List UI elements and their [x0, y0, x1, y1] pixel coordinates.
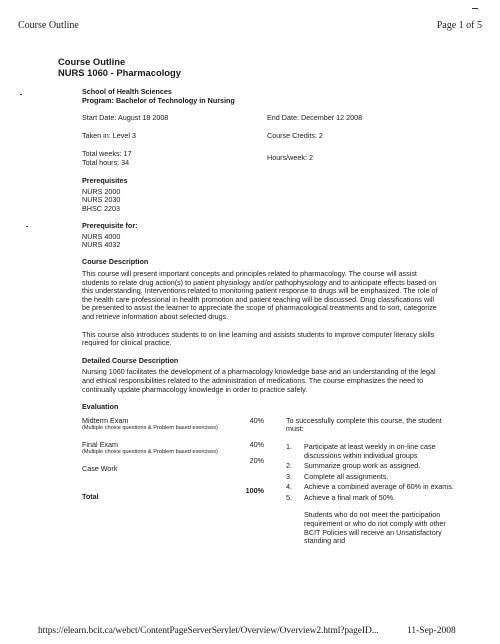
print-footer-url: https://elearn.bcit.ca/webct/ContentPageServerServlet/Overview/Overview2.html?pageID... [38, 626, 379, 636]
scan-mark [20, 94, 22, 95]
level-credits-row [82, 132, 438, 141]
requirement-number: 1. [286, 441, 292, 451]
completion-requirements [286, 417, 460, 546]
evaluation-total-row [82, 485, 267, 502]
evaluation-total-label: Total [82, 491, 99, 501]
print-header-page-number: Page 1 of 5 [436, 20, 482, 31]
course-code-title: NURS 1060 - Pharmacology [58, 67, 181, 78]
evaluation-item-percent: 40% [249, 439, 264, 449]
prerequisite-for-section [82, 222, 438, 249]
evaluation-table [82, 414, 454, 638]
prerequisite-item: NURS 2030 [82, 195, 121, 205]
requirement-item [286, 443, 460, 460]
detailed-description-heading: Detailed Course Description [82, 355, 179, 365]
requirement-item [286, 483, 460, 492]
total-hours: Total hours: 34 [82, 157, 130, 167]
evaluation-heading: Evaluation [82, 402, 119, 412]
total-weeks: Total weeks: 17 [82, 149, 132, 159]
evaluation-item-percent: 20% [249, 455, 264, 465]
evaluation-item-name: Final Exam [82, 439, 118, 449]
requirements-intro: To successfully complete this course, the student must: [286, 415, 442, 434]
prerequisite-item: NURS 2000 [82, 186, 121, 196]
school-name: School of Health Sciences [82, 87, 172, 96]
scan-mark [26, 226, 28, 227]
course-credits: Course Credits: 2 [267, 131, 323, 141]
evaluation-section [82, 402, 454, 638]
prerequisites-heading: Prerequisites [82, 176, 128, 186]
scan-mark [472, 8, 478, 9]
detailed-description-paragraph: Nursing 1060 facilitates the development of a pharmacology knowledge base and an understanding of the legal and ethical responsibilities related to the administration of medications. The course emphasizes the need to continually update pharmacology knowledge in order to practice safely. [82, 367, 436, 394]
prerequisite-for-item: NURS 4000 [82, 231, 121, 241]
evaluation-item-note: (Multiple choice questions & Problem based exercises) [82, 425, 218, 432]
requirement-item [286, 462, 460, 471]
requirements-note: Students who do not meet the participation requirement or who do not comply with other BCIT Policies will receive an Unsatisfactory standing and [304, 510, 446, 546]
prerequisite-item: BHSC 2203 [82, 203, 120, 213]
end-date: End Date: December 12 2008 [267, 113, 363, 123]
requirement-text: Participate at least weekly in on-line case discussions within individual groups [304, 441, 436, 460]
detailed-description-section [82, 357, 438, 394]
course-description-paragraph: This course also introduces students to on line learning and assists students to improve computer literacy skills required for clinical practice. [82, 329, 435, 348]
course-outline-document [58, 56, 454, 638]
evaluation-item-note: (Multiple choice questions & Problem based exercises) [82, 449, 218, 456]
evaluation-item-name: Midterm Exam [82, 415, 129, 425]
requirement-item [286, 473, 460, 482]
taken-in-level: Taken in: Level 3 [82, 131, 136, 141]
requirement-text: Achieve a combined average of 60% in exams. [304, 482, 454, 492]
course-description-paragraph: This course will present important concepts and principles related to pharmacology. The course will assist students to relate drug action(s) to patient physiology and/or pathophysiology and to anticipate effects based on this understanding. Interventions related to monitoring patient response to drugs will be emphasized. The role of the health care professional in health promotion and patient teaching will be discussed. Drug classifications will be presented to assist the learner to appreciate the scope of pharmacological treatments and to sort, categorize and retrieve information about selected drugs. [82, 269, 438, 321]
requirement-number: 5. [286, 492, 292, 502]
requirement-text: Achieve a final mark of 50%. [304, 492, 396, 502]
document-title: Course Outline [58, 56, 126, 67]
evaluation-row [82, 455, 267, 474]
evaluation-item-percent: 40% [249, 415, 264, 425]
requirement-number: 2. [286, 461, 292, 471]
requirement-number: 3. [286, 471, 292, 481]
requirement-text: Summarize group work as assigned. [304, 461, 421, 471]
print-header-title: Course Outline [18, 20, 79, 31]
requirement-text: Complete all assignments. [304, 471, 389, 481]
program-info [82, 88, 438, 105]
hours-row [82, 150, 438, 168]
prerequisites-list [82, 188, 438, 213]
evaluation-row [82, 417, 267, 432]
course-description-section [82, 258, 438, 347]
course-description-heading: Course Description [82, 257, 149, 267]
prerequisite-for-item: NURS 4032 [82, 240, 121, 249]
requirement-number: 4. [286, 482, 292, 492]
prerequisite-for-list [82, 233, 438, 250]
evaluation-row [82, 441, 267, 456]
prerequisite-for-heading: Prerequisite for: [82, 221, 138, 230]
dates-row [82, 114, 438, 123]
course-details [58, 87, 454, 638]
evaluation-total-percent: 100% [245, 485, 264, 495]
requirement-item [286, 494, 460, 503]
program-name: Program: Bachelor of Technology in Nursing [82, 95, 235, 105]
prerequisites-section [82, 177, 438, 213]
print-footer-date: 11-Sep-2008 [407, 626, 456, 636]
start-date: Start Date: August 18 2008 [82, 113, 169, 123]
hours-per-week: Hours/week: 2 [267, 153, 313, 163]
evaluation-item-name: Case Work [82, 463, 118, 473]
requirements-list [286, 443, 460, 503]
